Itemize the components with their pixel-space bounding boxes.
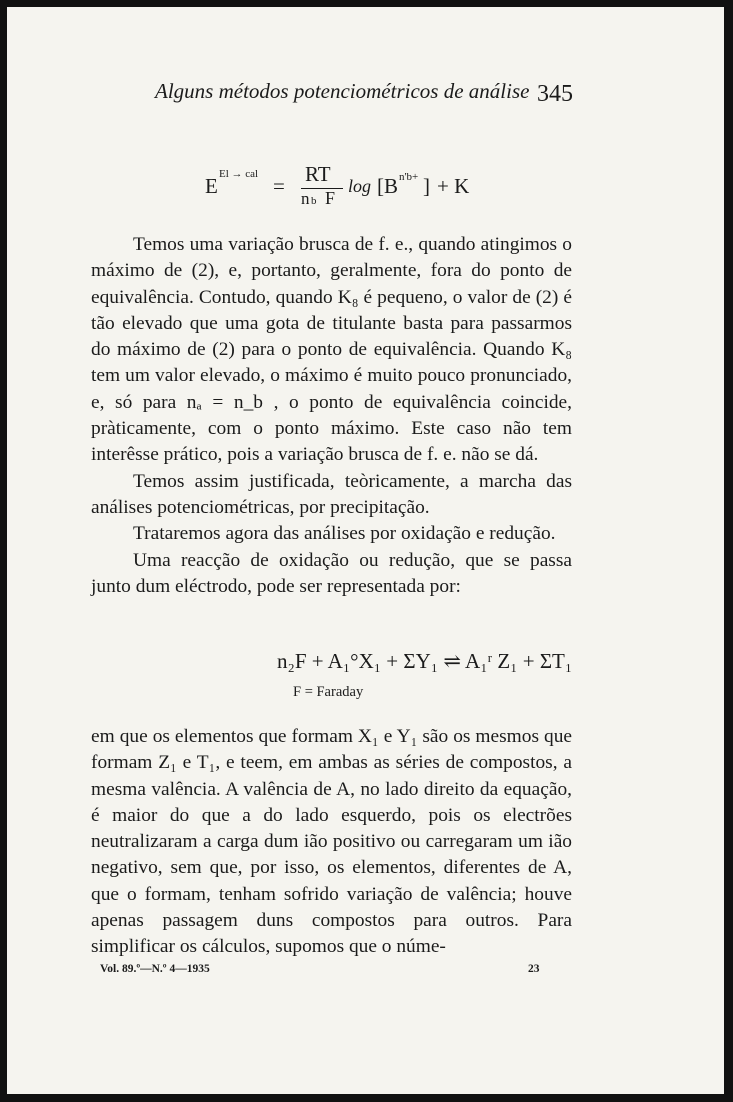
- eq2-text: n₂F + A₁°X₁ + ΣY₁ ⇌ A₁ʳ Z₁ + ΣT₁: [277, 649, 573, 673]
- paragraph: Trataremos agora das análises por oxidação e redução.: [133, 523, 556, 545]
- paragraph: Temos uma variação brusca de f. e., quando atingimos o máximo de (2), e, portanto, geralmente, fora do ponto de equivalência. Contudo, quando K₈ é pequeno, o valor de (2) é tão elevado que uma gota de titulante basta para passarmos do máximo de (2) para o ponto de equivalência. Quando K₈ tem um valor elevado, o máximo é muito pouco pronunciado, e, só para nₐ = n_b , o ponto de equivalência coincide, pràticamente, com o ponto máximo. Este caso não tem interêsse prático, pois a variação brusca de f. e. não se dá.: [91, 234, 572, 466]
- body-text-bottom: [91, 724, 572, 961]
- running-header: [155, 79, 635, 113]
- running-title: Alguns métodos potenciométricos de análise: [155, 79, 530, 103]
- footer-volume: Vol. 89.º—N.º 4—1935: [100, 963, 210, 975]
- paragraph: Temos assim justificada, teòricamente, a marcha das análises potenciométricas, por precipitação.: [91, 470, 572, 518]
- eq1-numerator: RT: [305, 162, 331, 186]
- eq1-denominator-f: F: [325, 188, 336, 208]
- footer-signature: 23: [528, 963, 540, 975]
- eq1-denominator: n: [301, 189, 310, 208]
- eq1-lhs: E: [205, 174, 218, 198]
- eq1-log: log: [348, 176, 372, 196]
- paragraph: em que os elementos que formam X₁ e Y₁ são os mesmos que formam Z₁ e T₁, e teem, em ambas as séries de compostos, a mesma valência. A valência de A, no lado direito da equação, é maior do que a do lado esquerdo, pois os electrões neutralizaram a carga dum ião positivo ou carregaram um ião negativo, sem que, por isso, os elementos, diferentes de A, que o formam, tenham sofrido variação de valência; houve apenas passagem duns compostos para outros. Para simplificar os cálculos, supomos que o núme-: [91, 726, 572, 958]
- eq1-bracket-sup: n'b+: [399, 171, 419, 183]
- equation-2-note: F = Faraday: [293, 684, 364, 700]
- eq1-bracket-close: ]: [423, 174, 430, 198]
- eq1-lhs-sup: El → cal: [219, 168, 259, 180]
- equation-1: [205, 162, 525, 210]
- equation-2: [277, 649, 587, 677]
- paragraph: Uma reacção de oxidação ou redução, que se passa junto dum eléctrodo, pode ser representada por:: [91, 549, 572, 597]
- eq1-denominator-sub: b: [311, 195, 317, 207]
- eq1-plus-k: + K: [437, 174, 470, 198]
- page: [7, 7, 724, 1094]
- body-text-top: [91, 232, 572, 600]
- eq1-bracket: [B: [377, 174, 398, 198]
- eq1-equals: =: [273, 174, 285, 198]
- page-number: 345: [537, 81, 573, 107]
